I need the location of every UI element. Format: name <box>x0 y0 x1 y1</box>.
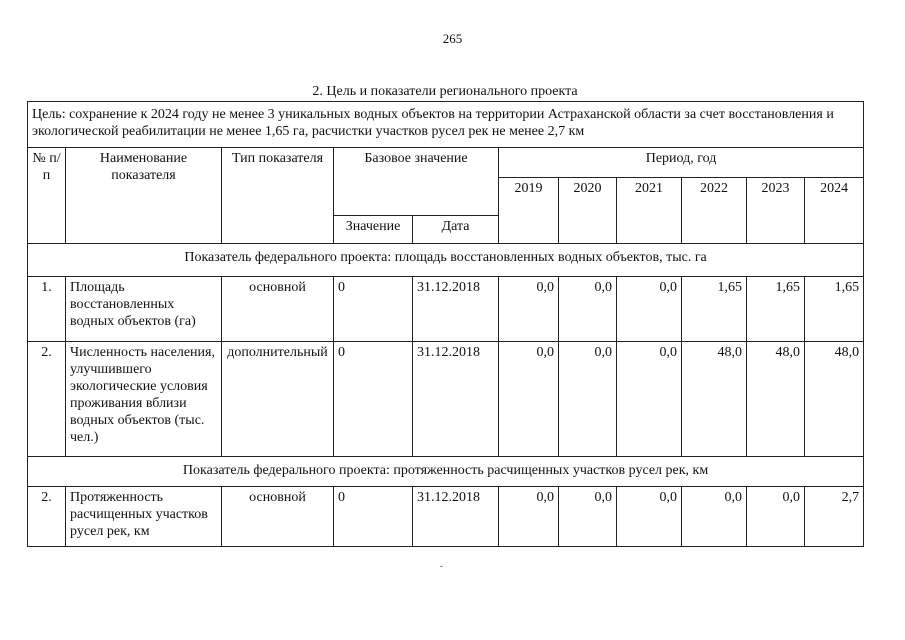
header-num: № п/п <box>28 148 66 244</box>
row-year-value: 0,0 <box>617 487 682 547</box>
row-year-value: 48,0 <box>682 342 747 457</box>
row-date: 31.12.2018 <box>413 487 499 547</box>
row-year-value: 0,0 <box>499 342 559 457</box>
row-value: 0 <box>334 277 413 342</box>
header-year: 2019 <box>499 178 559 244</box>
row-year-value: 1,65 <box>682 277 747 342</box>
table-row <box>28 277 864 342</box>
row-date: 31.12.2018 <box>413 277 499 342</box>
header-base: Базовое значение <box>334 148 499 216</box>
row-year-value: 0,0 <box>559 342 617 457</box>
group-title: Показатель федерального проекта: протяженность расчищенных участков русел рек, км <box>28 457 864 487</box>
table-row <box>28 342 864 457</box>
group-title: Показатель федерального проекта: площадь восстановленных водных объектов, тыс. га <box>28 244 864 277</box>
header-period: Период, год <box>499 148 864 178</box>
row-name: Численность населения, улучшившего экологические условия проживания вблизи водных объектов (тыс. чел.) <box>66 342 222 457</box>
row-type: дополнительный <box>222 342 334 457</box>
row-num: 2. <box>28 342 66 457</box>
row-name: Протяженность расчищенных участков русел рек, км <box>66 487 222 547</box>
row-year-value: 0,0 <box>747 487 805 547</box>
table-row <box>28 487 864 547</box>
row-type: основной <box>222 487 334 547</box>
row-year-value: 48,0 <box>805 342 864 457</box>
row-year-value: 0,0 <box>499 487 559 547</box>
row-year-value: 0,0 <box>559 487 617 547</box>
row-year-value: 48,0 <box>747 342 805 457</box>
header-year: 2021 <box>617 178 682 244</box>
header-year: 2022 <box>682 178 747 244</box>
row-type: основной <box>222 277 334 342</box>
row-year-value: 0,0 <box>682 487 747 547</box>
header-name: Наименование показателя <box>66 148 222 244</box>
row-year-value: 0,0 <box>617 277 682 342</box>
goal-text: Цель: сохранение к 2024 году не менее 3 уникальных водных объектов на территории Астраханской области за счет восстановления и экологической реабилитации не менее 1,65 га, расчистки участков русел рек не менее 2,7 км <box>28 102 864 148</box>
row-year-value: 0,0 <box>617 342 682 457</box>
header-year: 2024 <box>805 178 864 244</box>
row-num: 1. <box>28 277 66 342</box>
row-num: 2. <box>28 487 66 547</box>
header-date: Дата <box>413 216 499 244</box>
header-year: 2023 <box>747 178 805 244</box>
row-year-value: 0,0 <box>559 277 617 342</box>
row-year-value: 1,65 <box>805 277 864 342</box>
indicators-table <box>27 101 864 547</box>
row-value: 0 <box>334 342 413 457</box>
row-date: 31.12.2018 <box>413 342 499 457</box>
header-type: Тип показателя <box>222 148 334 244</box>
page-number: 265 <box>442 31 463 46</box>
row-name: Площадь восстановленных водных объектов (га) <box>66 277 222 342</box>
row-year-value: 0,0 <box>499 277 559 342</box>
row-year-value: 2,7 <box>805 487 864 547</box>
header-value: Значение <box>334 216 413 244</box>
row-value: 0 <box>334 487 413 547</box>
section-title: 2. Цель и показатели регионального проекта <box>312 84 578 99</box>
header-year: 2020 <box>559 178 617 244</box>
scan-mark <box>440 566 443 567</box>
row-year-value: 1,65 <box>747 277 805 342</box>
